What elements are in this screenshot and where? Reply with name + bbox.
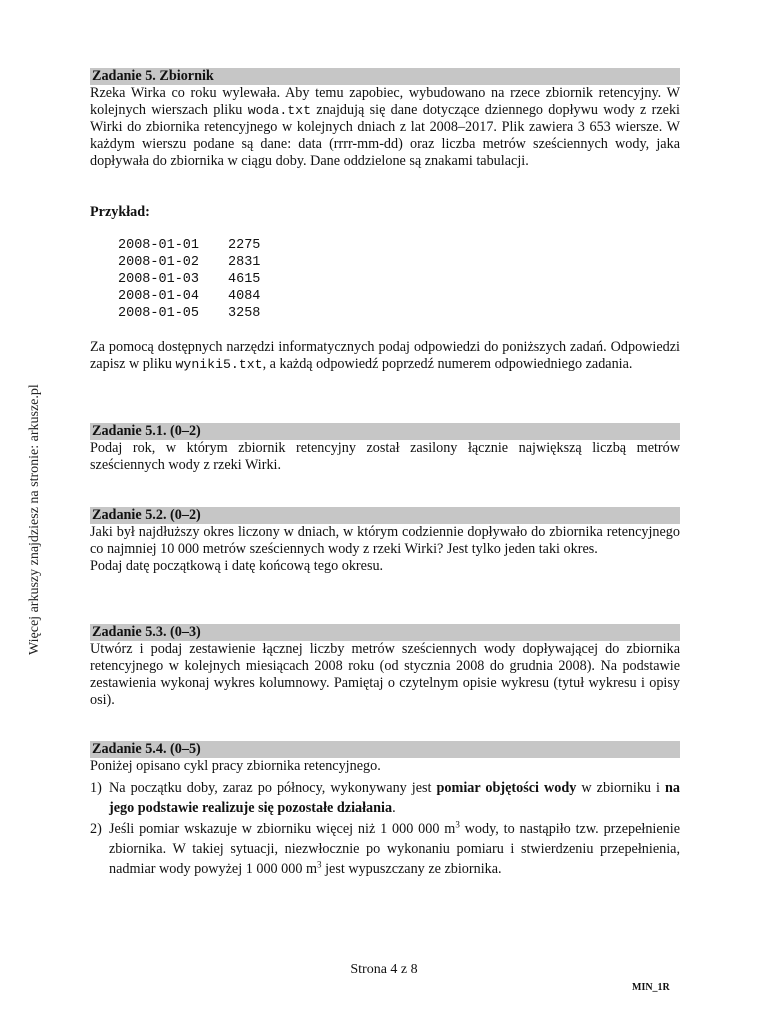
example-date: 2008-01-01 bbox=[118, 238, 200, 253]
example-row bbox=[118, 305, 260, 322]
answer-text bbox=[90, 339, 680, 373]
list-item-body bbox=[109, 778, 680, 818]
task5-4-title: Zadanie 5.4. (0–5) bbox=[90, 741, 680, 758]
exam-code: MIN_1R bbox=[632, 982, 670, 993]
item1-c: w zbiorniku i bbox=[576, 780, 666, 796]
example-value: 4615 bbox=[228, 272, 261, 287]
example-row bbox=[118, 271, 260, 288]
example-label: Przykład: bbox=[90, 204, 150, 220]
task5-3-text: Utwórz i podaj zestawienie łącznej liczby metrów sześciennych wody dopływającej do zbiornika retencyjnego w kolejnych miesiącach 2008 roku (od stycznia 2008 do grudnia 2008). Na podstawie zestawienia wykonaj wykres kolumnowy. Pamiętaj o czytelnym opisie wykresu (tytuł wykresu i opisy osi). bbox=[90, 641, 680, 708]
list-item bbox=[90, 778, 680, 818]
item1-e: . bbox=[392, 800, 396, 816]
task5-1-section bbox=[90, 423, 680, 474]
list-item-body bbox=[109, 819, 680, 879]
item2-sup2: 3 bbox=[317, 859, 322, 870]
task5-4-section bbox=[90, 741, 680, 879]
example-date: 2008-01-05 bbox=[118, 306, 200, 321]
example-table bbox=[118, 237, 260, 322]
example-value: 2275 bbox=[228, 238, 261, 253]
file-name-woda: woda.txt bbox=[247, 103, 311, 118]
item2-a: Jeśli pomiar wskazuje w zbiorniku więcej niż 1 000 000 m bbox=[109, 821, 456, 837]
item1-d: na jego podstawie realizuje się pozostałe działania bbox=[109, 780, 680, 816]
example-value: 2831 bbox=[228, 255, 261, 270]
example-row bbox=[118, 237, 260, 254]
example-date: 2008-01-04 bbox=[118, 289, 200, 304]
item2-sup1: 3 bbox=[455, 819, 460, 830]
item1-b: pomiar objętości wody bbox=[436, 780, 577, 796]
example-date: 2008-01-03 bbox=[118, 272, 200, 287]
answer-instructions bbox=[90, 339, 680, 373]
task5-4-intro: Poniżej opisano cykl pracy zbiornika retencyjnego. bbox=[90, 758, 381, 774]
task5-2-text: Jaki był najdłuższy okres liczony w dniach, w którym codziennie dopływało do zbiornika retencyjnego co najmniej 10 000 metrów sześciennych wody z rzeki Wirki? Jest tylko jeden taki okres. bbox=[90, 524, 680, 557]
file-name-wyniki: wyniki5.txt bbox=[175, 357, 263, 372]
example-value: 4084 bbox=[228, 289, 261, 304]
task5-intro-b: znajdują się dane dotyczące dziennego dopływu wody z rzeki Wirki do zbiornika retencyjnego w kolejnych dniach z lat 2008–2017. Plik zawiera 3 653 wiersze. W każdym wierszu podane są dane: data (rrrr-mm-dd) oraz liczba metrów sześciennych wody, jaka dopływała do zbiornika w ciągu doby. Dane oddzielone są znakami tabulacji. bbox=[90, 102, 680, 169]
example-value: 3258 bbox=[228, 306, 261, 321]
example-row bbox=[118, 254, 260, 271]
task5-intro-a: Rzeka Wirka co roku wylewała. Aby temu zapobiec, wybudowano na rzece zbiornik retencyjny. W kolejnych wierszach pliku bbox=[90, 85, 680, 118]
item2-b: wody, to nastąpiło tzw. przepełnienie zbiornika. W takiej sytuacji, niezwłocznie po wykonaniu pomiaru i stwierdzeniu przepełnienia, nadmiar wody powyżej 1 000 000 m bbox=[109, 821, 680, 877]
example-row bbox=[118, 288, 260, 305]
example-date: 2008-01-02 bbox=[118, 255, 200, 270]
side-note: Więcej arkuszy znajdziesz na stronie: arkusze.pl bbox=[27, 384, 42, 655]
task5-section bbox=[90, 68, 680, 170]
task5-title: Zadanie 5. Zbiornik bbox=[90, 68, 680, 85]
task5-2-title: Zadanie 5.2. (0–2) bbox=[90, 507, 680, 524]
example-label-wrap bbox=[90, 204, 680, 221]
task5-3-title: Zadanie 5.3. (0–3) bbox=[90, 624, 680, 641]
list-item bbox=[90, 819, 680, 879]
list-number: 2) bbox=[90, 821, 102, 837]
task5-2-text2: Podaj datę początkową i datę końcową tego okresu. bbox=[90, 558, 384, 574]
list-number: 1) bbox=[90, 780, 102, 796]
answer-text-a: Za pomocą dostępnych narzędzi informatycznych podaj odpowiedzi do poniższych zadań. Odpowiedzi zapisz w pliku bbox=[90, 339, 680, 372]
page-number: Strona 4 z 8 bbox=[350, 962, 418, 977]
task5-2-section bbox=[90, 507, 680, 575]
item1-a: Na początku doby, zaraz po północy, wykonywany jest bbox=[109, 780, 437, 796]
task5-1-text: Podaj rok, w którym zbiornik retencyjny został zasilony łącznie największą liczbą metrów sześciennych wody z rzeki Wirki. bbox=[90, 440, 680, 473]
answer-text-b: , a każdą odpowiedź poprzedź numerem odpowiedniego zadania. bbox=[262, 356, 633, 372]
task5-1-title: Zadanie 5.1. (0–2) bbox=[90, 423, 680, 440]
task5-intro bbox=[90, 85, 680, 170]
item2-c: jest wypuszczany ze zbiornika. bbox=[321, 861, 502, 877]
task5-3-section bbox=[90, 624, 680, 709]
